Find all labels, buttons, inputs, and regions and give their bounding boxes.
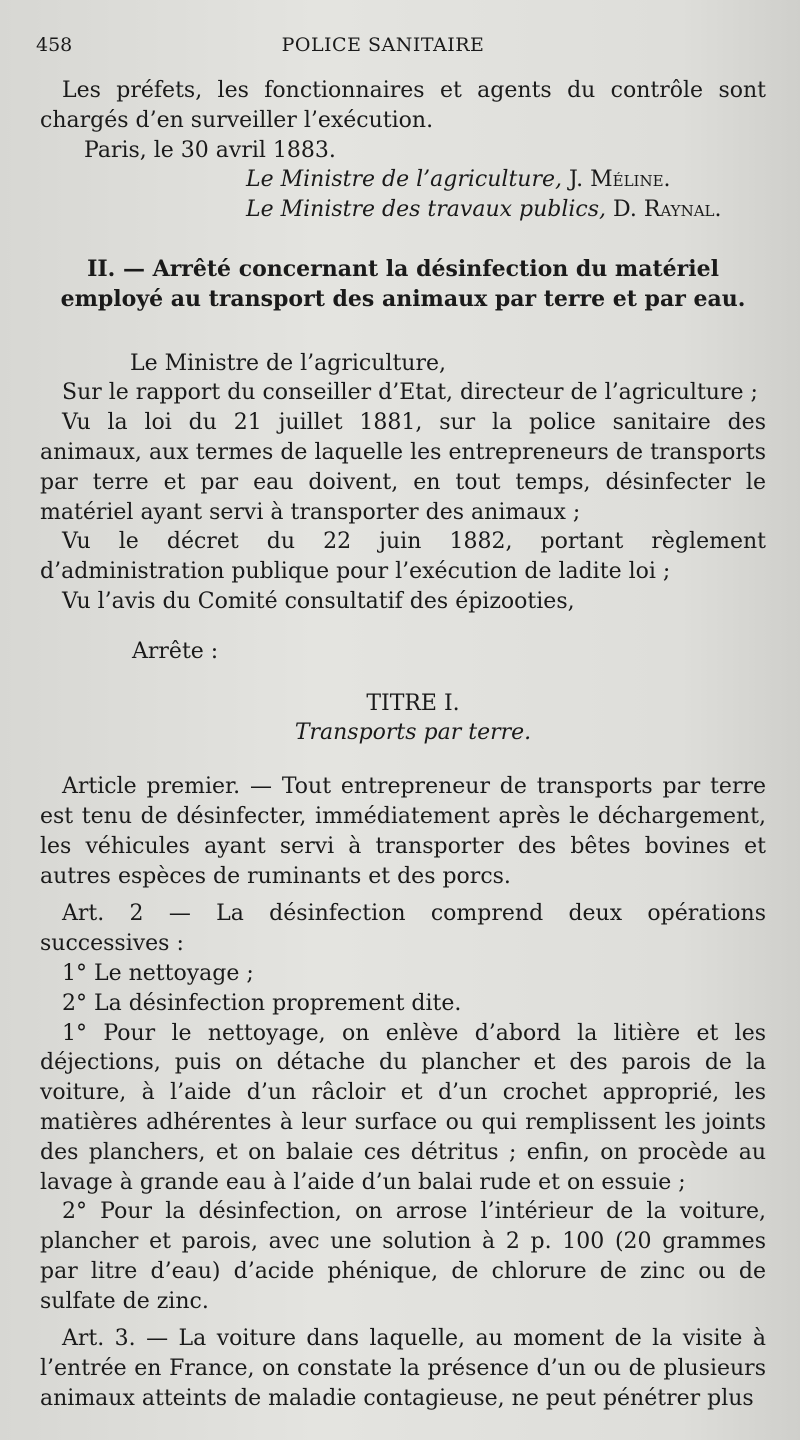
- page-header: [36, 34, 770, 62]
- article-2-item: 1° Le nettoyage ;: [62, 960, 254, 986]
- minister-line: Le Ministre de l’agriculture,: [130, 350, 446, 376]
- article-2-paragraph: 1° Pour le nettoyage, on enlève d’abord la litière et les déjections, puis on détache du plancher et des parois de la voiture, à l’aide d’un râcloir et d’un crochet approprié, les matières adhérentes à leur surface ou qui remplissent les joints des planchers, et on balaie ces détritus ; enfin, on procède au lavage à grande eau à l’aide d’un balai rude et on essuie ;: [40, 1020, 766, 1195]
- running-title: POLICE SANITAIRE: [281, 34, 485, 56]
- signature-agriculture: [40, 165, 766, 195]
- signature-travaux-publics: [40, 195, 766, 225]
- titre-subtitle: Transports par terre.: [294, 720, 532, 746]
- titre-heading: TITRE I.: [366, 690, 460, 716]
- date-line: Paris, le 30 avril 1883.: [84, 137, 336, 163]
- section-title: II. — Arrêté concernant la désinfection du matériel employé au transport des animaux par terre et par eau.: [60, 255, 746, 312]
- closing-paragraph: Les préfets, les fonctionnaires et agents du contrôle sont chargés d’en surveiller l’exécution.: [40, 78, 766, 133]
- article-2-paragraph: 2° Pour la désinfection, on arrose l’intérieur de la voiture, plancher et parois, avec une solution à 2 p. 100 (20 grammes par litre d’eau) d’acide phénique, de chlorure de zinc ou de sulfate de zinc.: [40, 1199, 766, 1314]
- consideration: Sur le rapport du conseiller d’Etat, directeur de l’agriculture ;: [62, 380, 758, 406]
- arrete-line: Arrête :: [132, 638, 219, 664]
- consideration: Vu le décret du 22 juin 1882, portant règlement d’administration publique pour l’exécution de ladite loi ;: [40, 529, 766, 585]
- signature-name: D. Raynal.: [613, 197, 722, 223]
- article-3: Art. 3. — La voiture dans laquelle, au moment de la visite à l’entrée en France, on constate la présence d’un ou de plusieurs animaux atteints de maladie contagieuse, ne peut pénétrer plus: [40, 1326, 766, 1412]
- consideration: Vu l’avis du Comité consultatif des épizooties,: [62, 588, 575, 614]
- signature-role: Le Ministre de l’agriculture,: [246, 167, 562, 193]
- signature-name: J. Méline.: [569, 167, 671, 193]
- signature-role: Le Ministre des travaux publics,: [246, 197, 607, 223]
- consideration: Vu la loi du 21 juillet 1881, sur la police sanitaire des animaux, aux termes de laquelle les entrepreneurs de transports par terre et par eau doivent, en tout temps, désinfecter le matériel ayant servi à transporter des animaux ;: [40, 410, 766, 525]
- page-body: [40, 76, 766, 1414]
- article-1: Article premier. — Tout entrepreneur de transports par terre est tenu de désinfecter, immédiatement après le déchargement, les véhicules ayant servi à transporter des bêtes bovines et autres espèces de ruminants et des porcs.: [40, 774, 766, 889]
- article-2-item: 2° La désinfection proprement dite.: [62, 990, 462, 1016]
- article-2-intro: Art. 2 — La désinfection comprend deux opérations successives :: [40, 901, 766, 957]
- page-number: 458: [36, 34, 73, 56]
